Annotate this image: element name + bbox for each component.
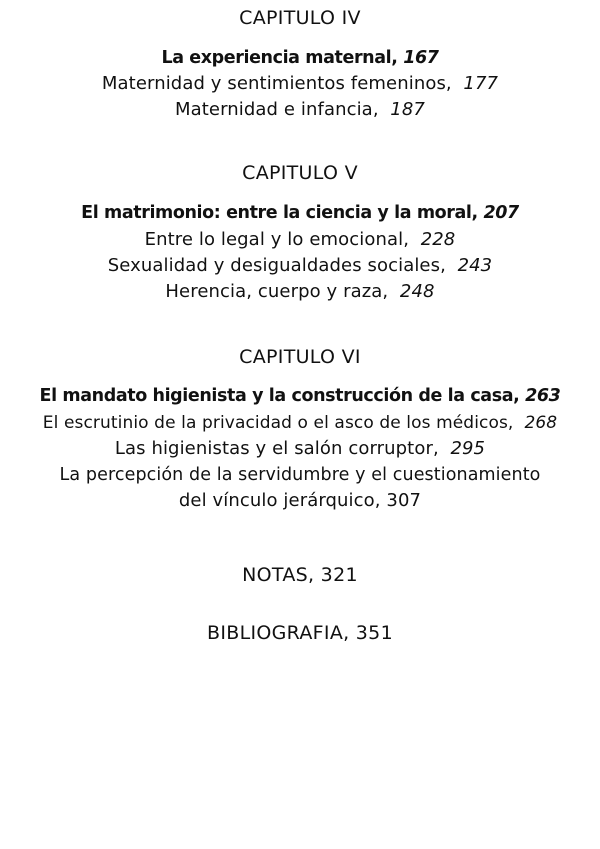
chapter-5-heading: CAPITULO V: [242, 162, 358, 184]
chapter-5-main-page: 207: [483, 203, 519, 223]
toc-entry-text: El escrutinio de la privacidad o el asco de los médicos,: [42, 413, 514, 433]
toc-entry: [0, 229, 600, 251]
toc-entry-text: Herencia, cuerpo y raza,: [165, 281, 389, 302]
bibliografia-entry: BIBLIOGRAFIA, 351: [207, 622, 393, 644]
toc-entry-page: 228: [420, 229, 456, 250]
toc-entry-text: Maternidad e infancia,: [175, 99, 379, 120]
toc-entry-text: Entre lo legal y lo emocional,: [144, 229, 410, 250]
chapter-4-heading: CAPITULO IV: [239, 7, 361, 29]
toc-entry-page: 268: [524, 413, 558, 433]
toc-entry: [0, 255, 600, 277]
chapter-4-main-title: [0, 47, 600, 69]
chapter-5-main-title: [0, 202, 600, 224]
toc-entry-text: Sexualidad y desigualdades sociales,: [107, 255, 446, 276]
toc-entry: [0, 99, 600, 121]
chapter-4-main-title-text: La experiencia maternal,: [161, 48, 398, 68]
toc-entry-page: 187: [390, 99, 425, 120]
chapter-4-main-page: 167: [403, 48, 439, 68]
chapter-5-main-title-text: El matrimonio: entre la ciencia y la moral,: [81, 203, 478, 223]
chapter-6-main-title: [0, 385, 600, 407]
toc-entry-text: Maternidad y sentimientos femeninos,: [101, 73, 452, 94]
toc-entry-page: 243: [457, 255, 493, 276]
toc-entry-line: La percepción de la servidumbre y el cuestionamiento: [59, 465, 541, 485]
toc-entry-page: 177: [463, 73, 499, 94]
toc-entry-text: Las higienistas y el salón corruptor,: [114, 438, 439, 459]
chapter-6-main-title-text: El mandato higienista y la construcción de la casa,: [39, 386, 520, 406]
notas-entry: NOTAS, 321: [242, 564, 358, 586]
toc-entry: [0, 73, 600, 95]
toc-entry: [0, 438, 600, 460]
chapter-6-heading: CAPITULO VI: [239, 346, 361, 368]
toc-entry-page: 248: [399, 281, 435, 302]
toc-entry-line: del vínculo jerárquico, 307: [178, 490, 422, 511]
toc-entry: [0, 412, 600, 434]
toc-entry-page: 295: [450, 438, 486, 459]
chapter-6-main-page: 263: [525, 386, 561, 406]
toc-entry: [0, 281, 600, 303]
